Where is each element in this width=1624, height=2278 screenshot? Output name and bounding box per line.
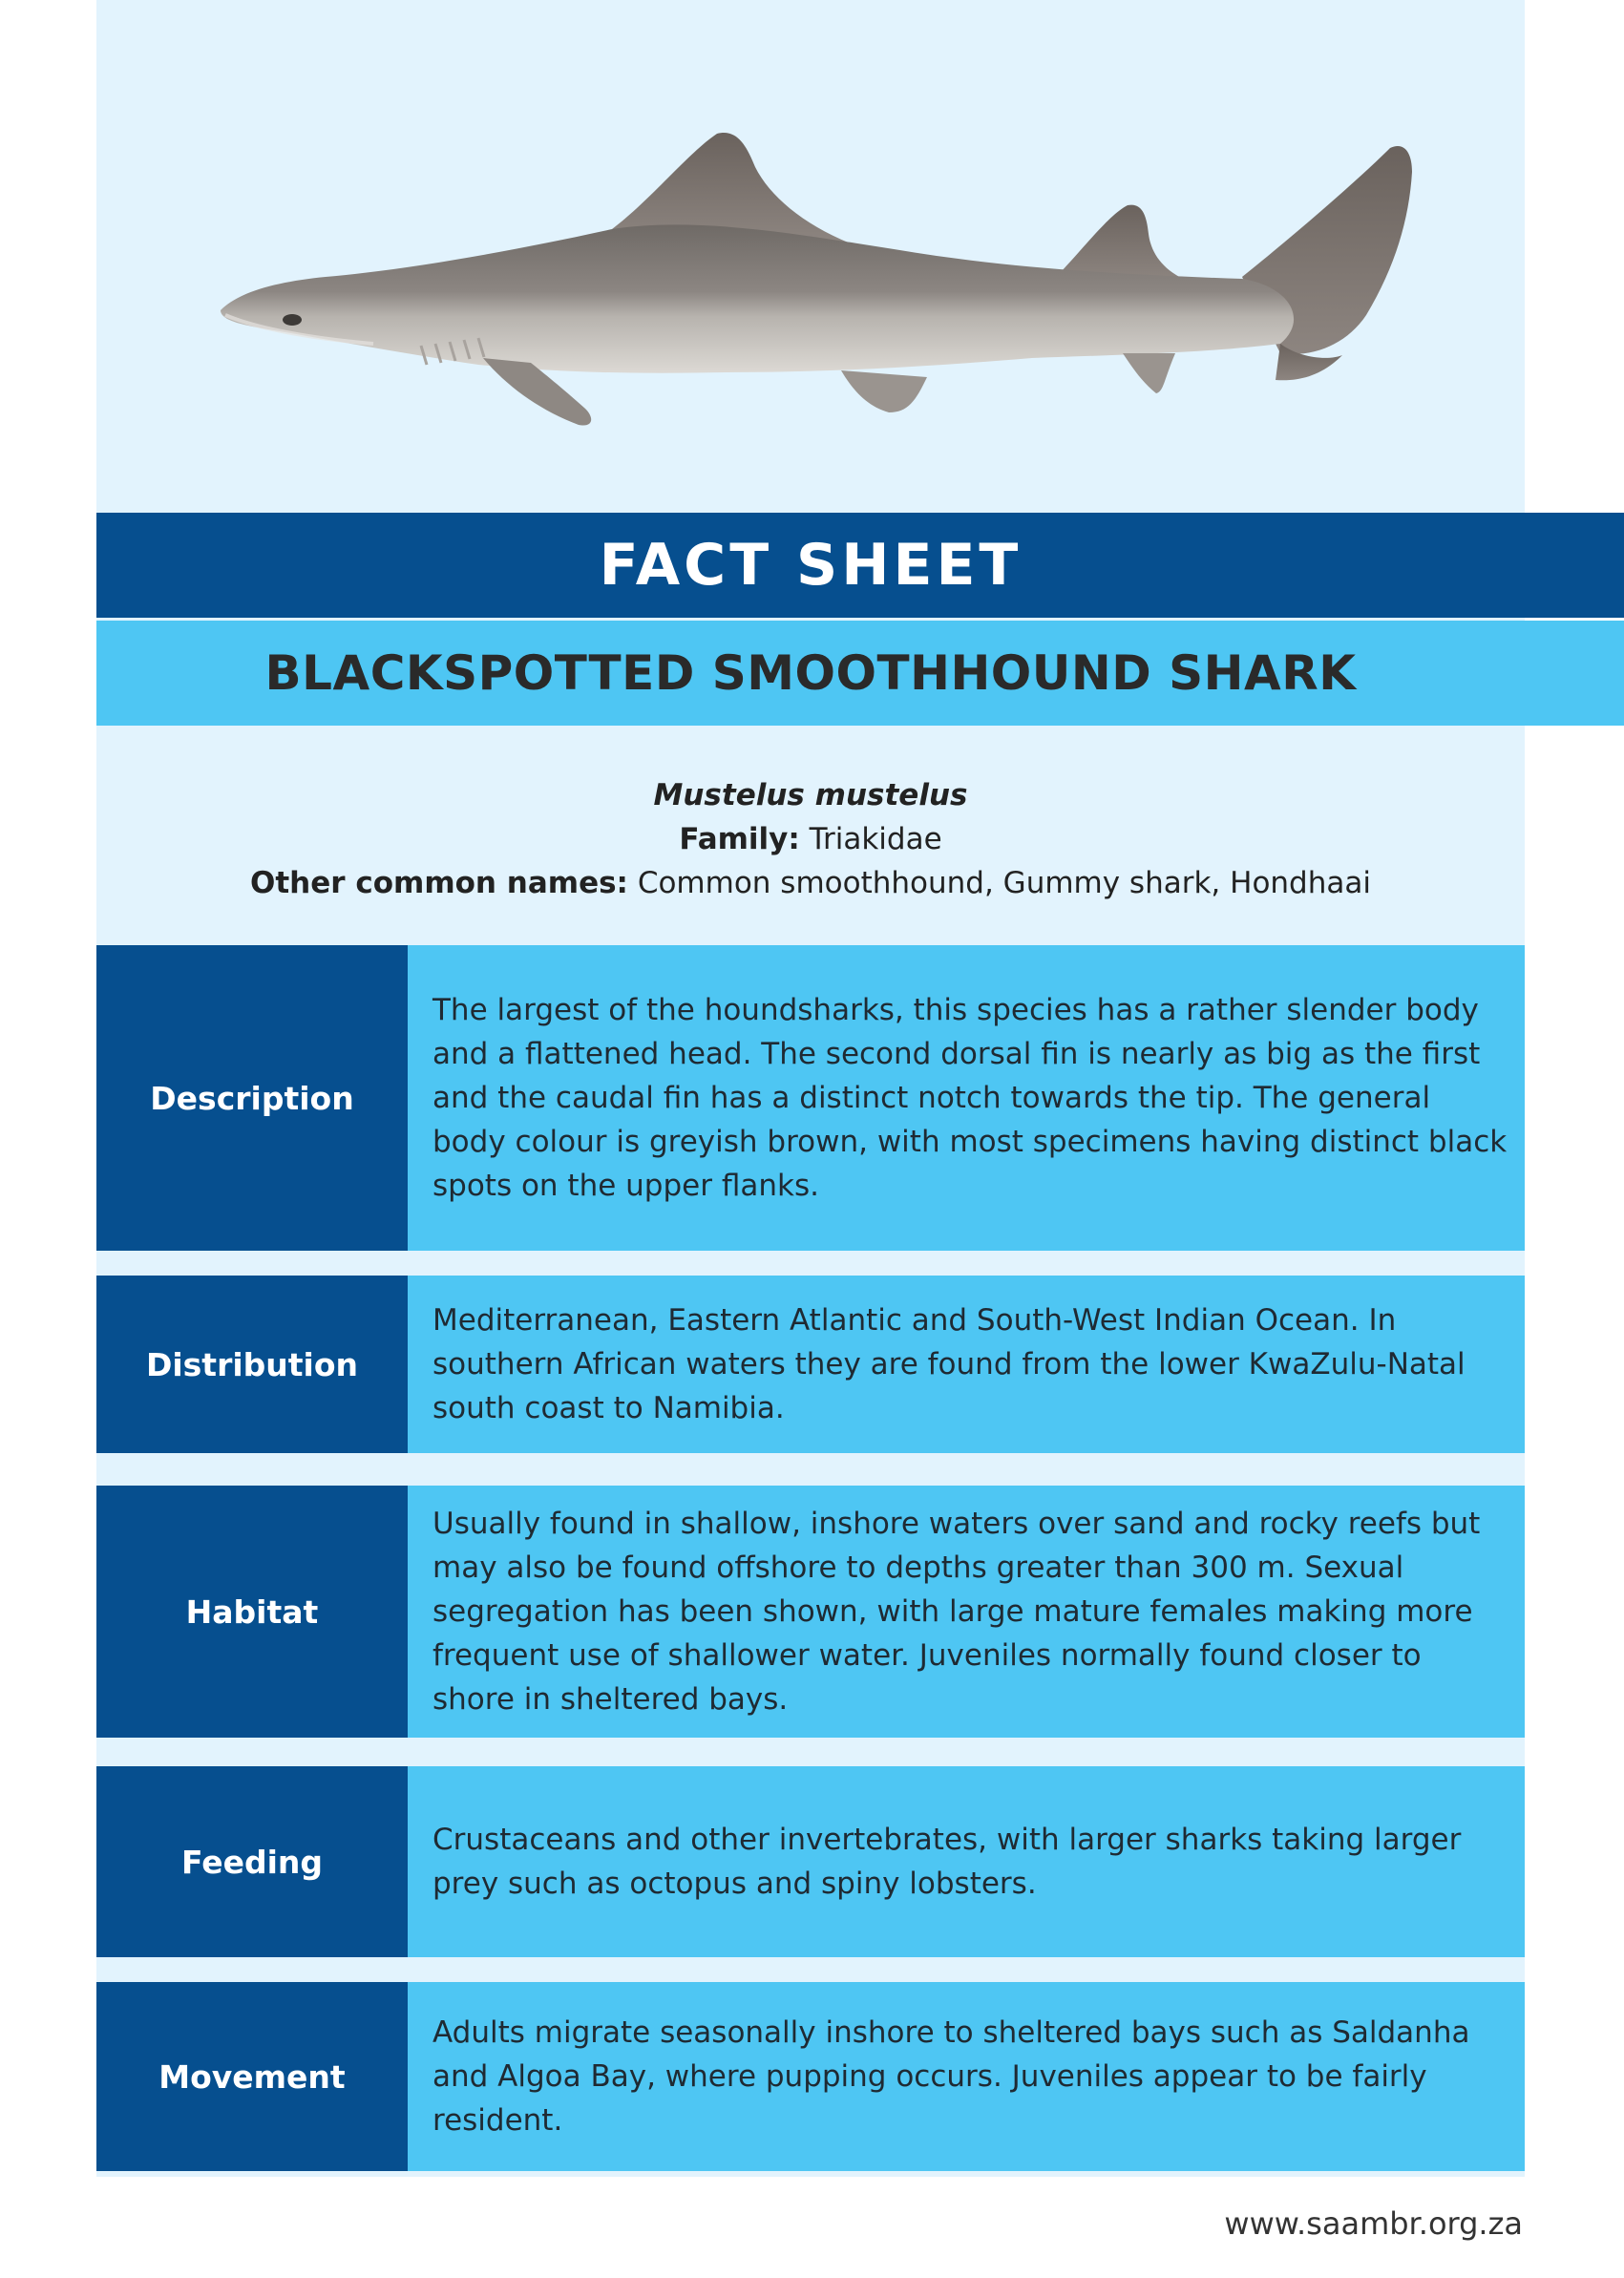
section-text-content: Usually found in shallow, inshore waters over sand and rocky reefs but may also be found offshore to depths greater than 300 m. Sexual segregation has been shown, with large mature females making more frequent use of shallower water. Juveniles normally found closer to shore in sheltered bays. xyxy=(432,1507,1481,1717)
section-text-content: Crustaceans and other invertebrates, with larger sharks taking larger prey such as octopus and spiny lobsters. xyxy=(432,1823,1462,1901)
section-text xyxy=(408,1276,1525,1453)
family-value: Triakidae xyxy=(809,822,942,856)
common-names-label: Other common names: xyxy=(250,866,628,900)
family-line xyxy=(96,817,1525,861)
fact-sheet-title: FACT SHEET xyxy=(599,532,1023,599)
fact-sheet-banner xyxy=(96,513,1624,618)
section-text xyxy=(408,1766,1525,1957)
section-text-content: The largest of the houndsharks, this species has a rather slender body and a flattened head. The second dorsal fin is nearly as big as the first and the caudal fin has a distinct notch towards the tip. The general body colour is greyish brown, with most specimens having distinct black spots on the upper flanks. xyxy=(432,993,1508,1203)
common-names-line xyxy=(96,861,1525,905)
section-text-content: Mediterranean, Eastern Atlantic and South-West Indian Ocean. In southern African waters they are found from the lower KwaZulu-Natal south coast to Namibia. xyxy=(432,1303,1466,1425)
species-info xyxy=(96,773,1525,905)
section-movement xyxy=(96,1982,1525,2171)
section-text xyxy=(408,1486,1525,1738)
species-banner xyxy=(96,621,1624,726)
section-text xyxy=(408,945,1525,1251)
section-feeding xyxy=(96,1766,1525,1957)
species-title: BLACKSPOTTED SMOOTHHOUND SHARK xyxy=(264,645,1357,701)
section-label: Distribution xyxy=(96,1276,408,1453)
section-distribution xyxy=(96,1276,1525,1453)
section-description xyxy=(96,945,1525,1251)
website-url: www.saambr.org.za xyxy=(1224,2205,1523,2242)
section-text-content: Adults migrate seasonally inshore to sheltered bays such as Saldanha and Algoa Bay, where pupping occurs. Juveniles appear to be fairly resident. xyxy=(432,2015,1470,2138)
section-text xyxy=(408,1982,1525,2171)
family-label: Family: xyxy=(679,822,800,856)
section-habitat xyxy=(96,1486,1525,1738)
common-names-value: Common smoothhound, Gummy shark, Hondhaai xyxy=(637,866,1371,900)
shark-image xyxy=(96,0,1525,516)
section-label: Feeding xyxy=(96,1766,408,1957)
shark-illustration xyxy=(96,0,1525,516)
section-label: Description xyxy=(96,945,408,1251)
scientific-name: Mustelus mustelus xyxy=(653,778,968,812)
section-label: Habitat xyxy=(96,1486,408,1738)
section-label: Movement xyxy=(96,1982,408,2171)
